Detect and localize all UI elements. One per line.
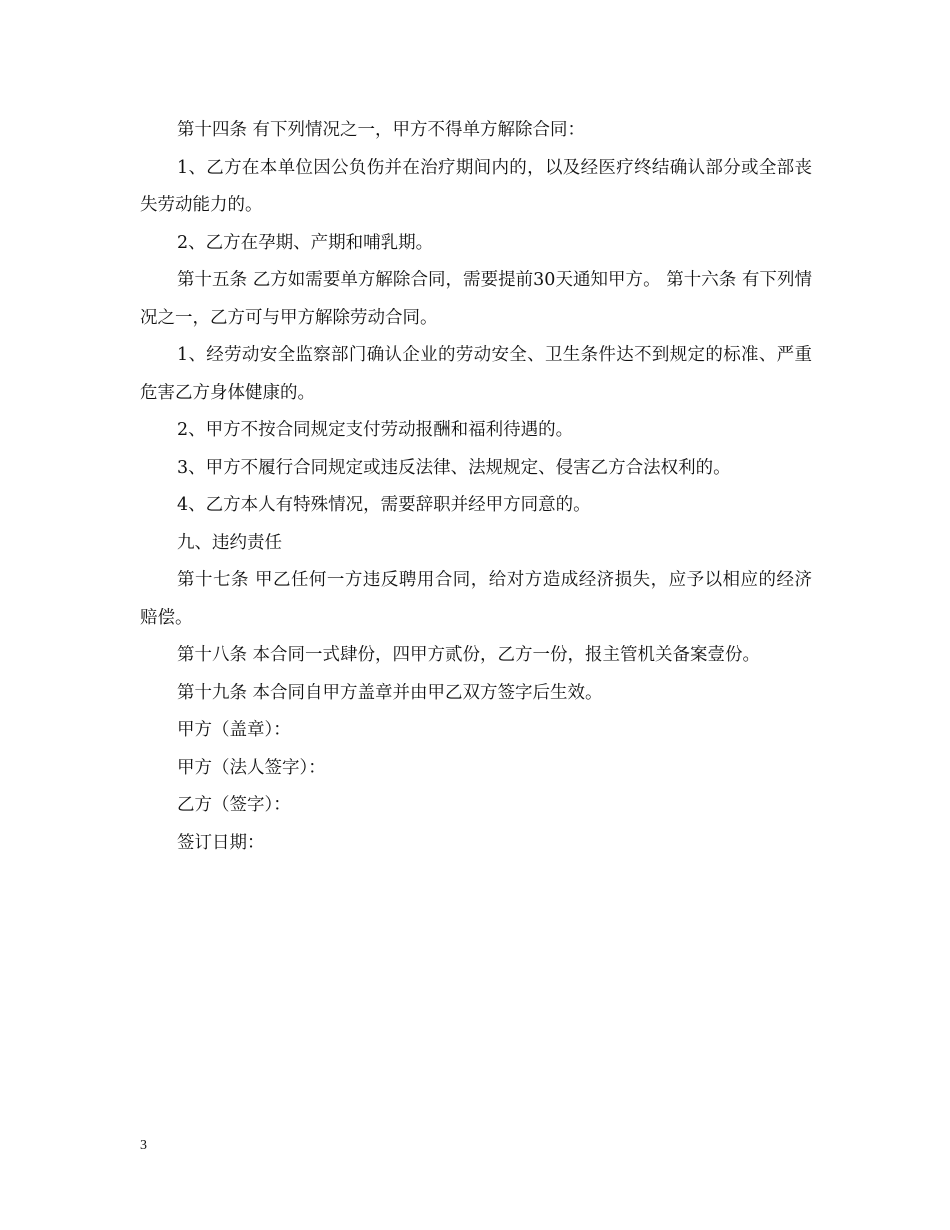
paragraph-article-15-16: 第十五条 乙方如需要单方解除合同，需要提前30天通知甲方。 第十六条 有下列情况之一，乙方可与甲方解除劳动合同。 (140, 270, 812, 328)
paragraph-article-16-item-4: 4、乙方本人有特殊情况，需要辞职并经甲方同意的。 (177, 495, 591, 515)
signature-party-b: 乙方（签字）： (177, 795, 291, 815)
paragraph-article-14-item-2: 2、乙方在孕期、产期和哺乳期。 (177, 232, 434, 253)
document-body (140, 112, 812, 862)
paragraph-article-16-item-2: 2、甲方不按合同规定支付劳动报酬和福利待遇的。 (177, 420, 574, 440)
paragraph-article-16-item-1: 1、经劳动安全监察部门确认企业的劳动安全、卫生条件达不到规定的标准、严重危害乙方身体健康的。 (140, 345, 812, 403)
signing-date: 签订日期： (177, 832, 265, 853)
paragraph-article-18: 第十八条 本合同一式肆份，四甲方贰份，乙方一份，报主管机关备案壹份。 (177, 645, 761, 665)
page-number: 3 (140, 1138, 147, 1153)
section-heading-liability: 九、违约责任 (177, 532, 282, 553)
signature-party-a-legal: 甲方（法人签字）： (177, 757, 326, 778)
signature-party-a-seal: 甲方（盖章）： (177, 720, 291, 740)
paragraph-article-19: 第十九条 本合同自甲方盖章并由甲乙双方签字后生效。 (177, 682, 603, 703)
paragraph-article-16-item-3: 3、甲方不履行合同规定或违反法律、法规规定、侵害乙方合法权利的。 (177, 457, 731, 478)
paragraph-article-14: 第十四条 有下列情况之一，甲方不得单方解除合同： (177, 120, 586, 140)
paragraph-article-14-item-1: 1、乙方在本单位因公负伤并在治疗期间内的，以及经医疗终结确认部分或全部丧失劳动能力的。 (140, 157, 812, 215)
paragraph-article-17: 第十七条 甲乙任何一方违反聘用合同，给对方造成经济损失，应予以相应的经济赔偿。 (140, 570, 812, 628)
